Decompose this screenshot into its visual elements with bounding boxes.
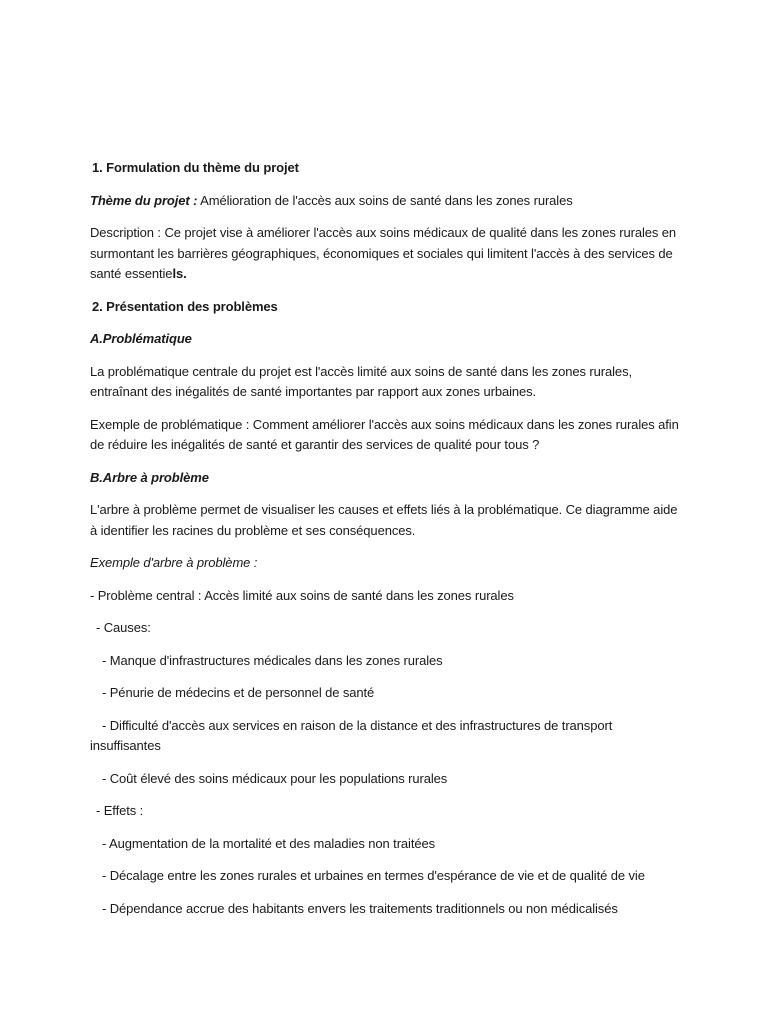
document-body bbox=[90, 158, 680, 919]
subsection-b-heading: B.Arbre à problème bbox=[90, 469, 209, 485]
cause-item-2: - Pénurie de médecins et de personnel de santé bbox=[102, 685, 375, 700]
cause-item-4: - Coût élevé des soins médicaux pour les populations rurales bbox=[102, 770, 448, 786]
effect-item-1: - Augmentation de la mortalité et des maladies non traitées bbox=[102, 835, 436, 851]
description-paragraph bbox=[90, 223, 680, 285]
cause-item-3-continuation: insuffisantes bbox=[90, 738, 161, 753]
problem-statement-paragraph: La problématique centrale du projet est l'accès limité aux soins de santé dans les zones rurales, entraînant des inégalités de santé importantes par rapport aux zones urbaines. bbox=[90, 363, 632, 399]
project-theme-text: Amélioration de l'accès aux soins de santé dans les zones rurales bbox=[197, 192, 573, 208]
project-theme-paragraph bbox=[90, 191, 680, 212]
effects-label: - Effets : bbox=[96, 803, 144, 818]
cause-item-1: - Manque d'infrastructures médicales dans les zones rurales bbox=[102, 652, 443, 668]
section-2-heading: 2. Présentation des problèmes bbox=[92, 298, 278, 314]
section-1-heading: 1. Formulation du thème du projet bbox=[92, 160, 299, 175]
cause-item-3 bbox=[90, 716, 680, 757]
effect-item-3: - Dépendance accrue des habitants envers les traitements traditionnels ou non médicalisés bbox=[102, 900, 618, 916]
problem-tree-intro-paragraph: L'arbre à problème permet de visualiser les causes et effets liés à la problématique. Ce diagramme aide à identifier les racines du problème et ses conséquences. bbox=[90, 502, 678, 538]
description-bold-ending: ls. bbox=[172, 266, 187, 281]
central-problem-line: - Problème central : Accès limité aux soins de santé dans les zones rurales bbox=[90, 587, 514, 603]
description-text: Description : Ce projet vise à améliorer l'accès aux soins médicaux de qualité dans les zones rurales en surmontant les barrières géographiques, économiques et sociales qui limitent l'accès à des services de santé essentie bbox=[90, 225, 677, 281]
effect-item-2: - Décalage entre les zones rurales et urbaines en termes d'espérance de vie et de qualité de vie bbox=[102, 868, 645, 883]
cause-item-3-text: - Difficulté d'accès aux services en raison de la distance et des infrastructures de transport bbox=[102, 717, 613, 733]
causes-label: - Causes: bbox=[96, 620, 151, 635]
subsection-a-heading: A.Problématique bbox=[90, 331, 192, 346]
problem-example-paragraph: Exemple de problématique : Comment améliorer l'accès aux soins médicaux dans les zones rurales afin de réduire les inégalités de santé et garantir des services de qualité pour tous ? bbox=[90, 416, 679, 452]
project-theme-label: Thème du projet : bbox=[90, 192, 198, 208]
problem-tree-example-label: Exemple d'arbre à problème : bbox=[90, 555, 258, 570]
